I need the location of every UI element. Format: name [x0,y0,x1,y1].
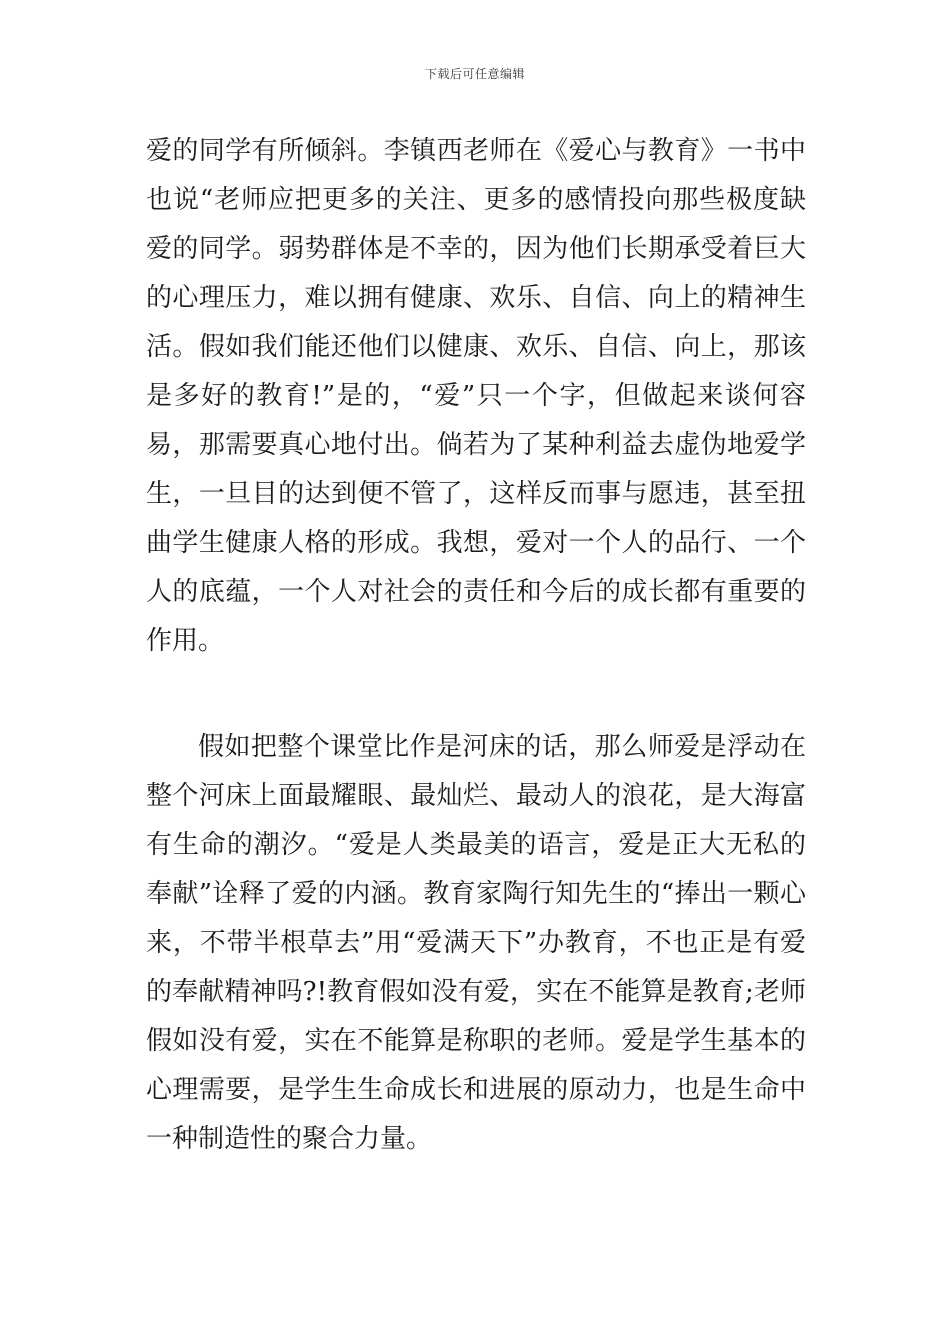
body-paragraph-1: 爱的同学有所倾斜。李镇西老师在《爱心与教育》一书中也说“老师应把更多的关注、更多的感情投向那些极度缺爱的同学。弱势群体是不幸的，因为他们长期承受着巨大的心理压力，难以拥有健康、欢乐、自信、向上的精神生活。假如我们能还他们以健康、欢乐、自信、向上，那该是多好的教育!”是的，“爱”只一个字，但做起来谈何容易，那需要真心地付出。倘若为了某种利益去虚伪地爱学生，一旦目的达到便不管了，这样反而事与愿违，甚至扭曲学生健康人格的形成。我想，爱对一个人的品行、一个人的底蕴，一个人对社会的责任和今后的成长都有重要的作用。 [146,136,806,656]
page-header-note: 下载后可任意编辑 [424,67,525,81]
body-paragraph-2: 假如把整个课堂比作是河床的话，那么师爱是浮动在整个河床上面最耀眼、最灿烂、最动人的浪花，是大海富有生命的潮汐。“爱是人类最美的语言，爱是正大无私的奉献”诠释了爱的内涵。教育家陶行知先生的“捧出一颗心来，不带半根草去”用“爱满天下”办教育，不也正是有爱的奉献精神吗?!教育假如没有爱，实在不能算是教育;老师假如没有爱，实在不能算是称职的老师。爱是学生基本的心理需要，是学生生命成长和进展的原动力，也是生命中一种制造性的聚合力量。 [146,732,806,1154]
